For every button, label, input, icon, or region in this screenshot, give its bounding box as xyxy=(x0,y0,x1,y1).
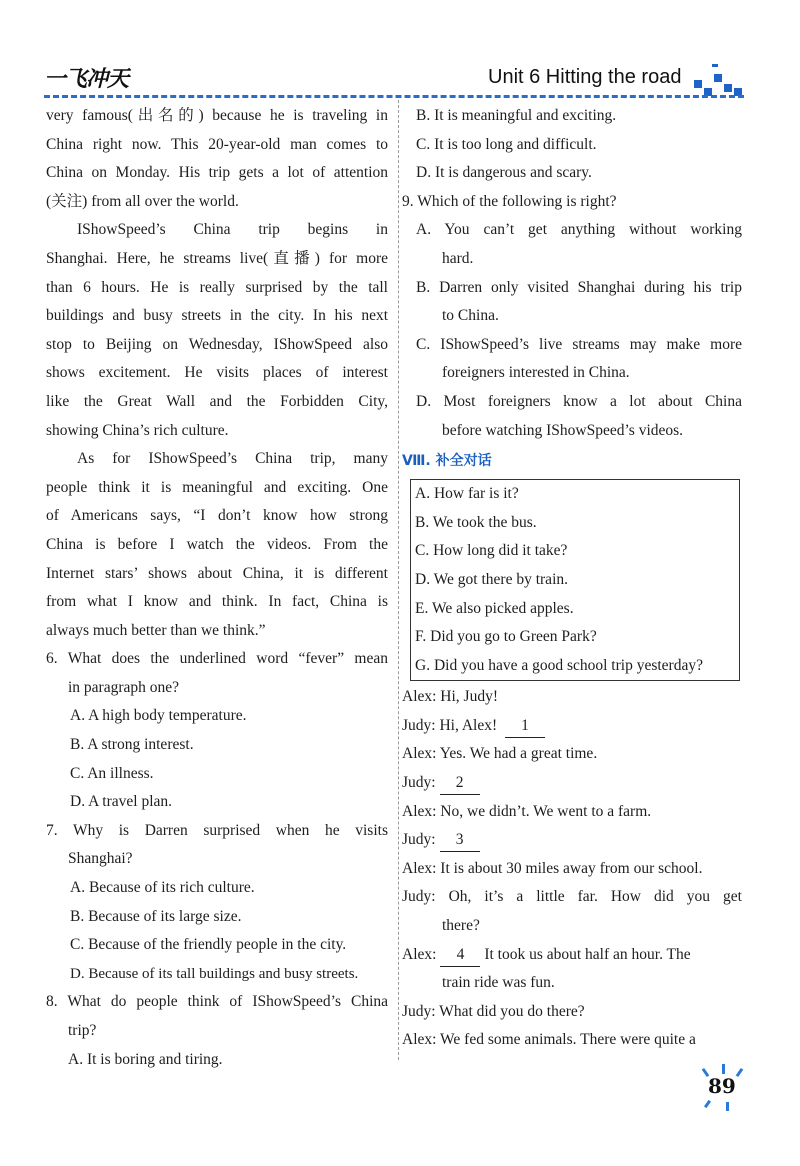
text-line: very famous(出名的) because he is traveling in xyxy=(46,107,388,124)
question-9-stem: 9. Which of the following is right? xyxy=(402,192,617,210)
left-column xyxy=(46,102,388,1074)
dialogue xyxy=(402,683,742,1055)
question-8-option-a: A. It is boring and tiring. xyxy=(68,1050,223,1068)
right-column xyxy=(402,102,742,1055)
unit-title: Unit 6 Hitting the road xyxy=(488,66,682,88)
page-header xyxy=(0,0,800,100)
text-line: China right now. This 20-year-old man comes to xyxy=(46,135,388,153)
text-line: Internet stars’ shows about China, it is different xyxy=(46,564,388,582)
answer-blank-4[interactable]: 4 xyxy=(440,944,480,967)
options-box xyxy=(410,479,740,681)
page-number xyxy=(700,1064,750,1114)
question-9-option-c: foreigners interested in China. xyxy=(442,364,630,382)
sunburst-icon xyxy=(736,1068,744,1077)
question-9-option-a: A. You can’t get anything without working xyxy=(416,221,742,239)
sunburst-icon xyxy=(704,1100,711,1108)
text-line: than 6 hours. He is really surprised by the tall xyxy=(46,278,388,296)
text-line: As for IShowSpeed’s China trip, many xyxy=(77,450,388,468)
option-item: F. Did you go to Green Park? xyxy=(415,628,597,646)
question-7-option-d: D. Because of its tall buildings and busy streets. xyxy=(70,965,359,982)
question-9-option-b: B. Darren only visited Shanghai during his trip xyxy=(416,278,742,296)
question-9-option-d: D. Most foreigners know a lot about China xyxy=(416,392,742,410)
question-7-stem: 7. Why is Darren surprised when he visits xyxy=(46,821,388,839)
dialogue-line: Judy: What did you do there? xyxy=(402,1002,585,1020)
question-7-option-b: B. Because of its large size. xyxy=(70,907,242,925)
text-line: like the Great Wall and the Forbidden City, xyxy=(46,392,388,410)
option-item: B. We took the bus. xyxy=(415,513,537,531)
dialogue-speaker: Judy: xyxy=(402,774,436,792)
dialogue-line: Alex: Yes. We had a great time. xyxy=(402,745,598,763)
dialogue-line: Alex: No, we didn’t. We went to a farm. xyxy=(402,802,652,820)
question-8-stem: 8. What do people think of IShowSpeed’s China xyxy=(46,993,388,1011)
question-6-option-d: D. A travel plan. xyxy=(70,793,173,811)
option-item: C. How long did it take? xyxy=(415,542,568,560)
question-6-option-c: C. An illness. xyxy=(70,764,154,782)
option-item: A. How far is it? xyxy=(415,485,519,503)
dialogue-line: train ride was fun. xyxy=(442,974,555,992)
text-line: IShowSpeed’s China trip begins in xyxy=(77,221,388,239)
question-9-option-d: before watching IShowSpeed’s videos. xyxy=(442,421,684,439)
text-line: shows excitement. He visits places of interest xyxy=(46,364,388,382)
dialogue-speaker: Judy: Hi, Alex! xyxy=(402,716,498,734)
text-line: China on Monday. His trip gets a lot of attention xyxy=(46,164,388,182)
text-line: people think it is meaningful and exciting. One xyxy=(46,478,388,496)
answer-blank-2[interactable]: 2 xyxy=(440,772,480,795)
text-line: China is before I watch the videos. From the xyxy=(46,535,388,553)
option-item: E. We also picked apples. xyxy=(415,599,574,617)
text-line: always much better than we think.” xyxy=(46,621,266,639)
dialogue-line: there? xyxy=(442,917,480,935)
question-6-stem: 6. What does the underlined word “fever” mean xyxy=(46,650,388,668)
header-divider xyxy=(44,95,744,98)
question-8-option-c: C. It is too long and difficult. xyxy=(416,135,597,153)
question-7-stem: Shanghai? xyxy=(68,850,133,868)
dialogue-line xyxy=(402,941,742,970)
dialogue-line: Alex: It is about 30 miles away from our school. xyxy=(402,859,703,877)
answer-blank-3[interactable]: 3 xyxy=(440,829,480,852)
sunburst-icon xyxy=(726,1102,729,1111)
text-line: Shanghai. Here, he streams live(直播) for more xyxy=(46,249,388,267)
question-9-option-b: to China. xyxy=(442,307,499,325)
dialogue-text: It took us about half an hour. The xyxy=(484,945,691,963)
text-line: stop to Beijing on Wednesday, IShowSpeed also xyxy=(46,335,388,353)
section-title: Ⅷ. 补全对话 xyxy=(402,453,492,470)
dialogue-line: Alex: We fed some animals. There were quite a xyxy=(402,1031,696,1049)
text-line: buildings and busy streets in the city. In his next xyxy=(46,307,388,325)
header-decoration-icon xyxy=(692,64,742,96)
question-7-option-c: C. Because of the friendly people in the city. xyxy=(70,936,347,954)
dialogue-line xyxy=(402,826,742,855)
dialogue-speaker: Alex: xyxy=(402,945,437,963)
question-9-option-c: C. IShowSpeed’s live streams may make more xyxy=(416,335,742,353)
question-8-option-b: B. It is meaningful and exciting. xyxy=(416,107,617,124)
answer-blank-1[interactable]: 1 xyxy=(505,715,545,738)
text-line: from what I know and think. In fact, China is xyxy=(46,593,388,611)
question-9-option-a: hard. xyxy=(442,249,474,267)
dialogue-line: Judy: Oh, it’s a little far. How did you get xyxy=(402,888,742,906)
series-logo: 一飞冲天 xyxy=(44,67,129,92)
option-item: G. Did you have a good school trip yesterday? xyxy=(415,656,703,674)
dialogue-line xyxy=(402,769,742,798)
text-line: showing China’s rich culture. xyxy=(46,421,229,439)
question-8-option-d: D. It is dangerous and scary. xyxy=(416,164,592,182)
question-8-stem: trip? xyxy=(68,1022,97,1039)
page-number-text: 89 xyxy=(708,1074,736,1098)
question-6-option-b: B. A strong interest. xyxy=(70,736,194,754)
question-6-stem: in paragraph one? xyxy=(68,678,180,696)
sunburst-icon xyxy=(722,1064,725,1074)
dialogue-speaker: Judy: xyxy=(402,831,436,849)
column-divider xyxy=(398,100,399,1060)
text-line: of Americans says, “I don’t know how strong xyxy=(46,507,388,525)
dialogue-line xyxy=(402,712,742,741)
question-6-option-a: A. A high body temperature. xyxy=(70,707,247,725)
option-item: D. We got there by train. xyxy=(415,570,568,588)
dialogue-line: Alex: Hi, Judy! xyxy=(402,688,499,706)
text-line: (关注) from all over the world. xyxy=(46,192,239,210)
question-7-option-a: A. Because of its rich culture. xyxy=(70,879,255,897)
